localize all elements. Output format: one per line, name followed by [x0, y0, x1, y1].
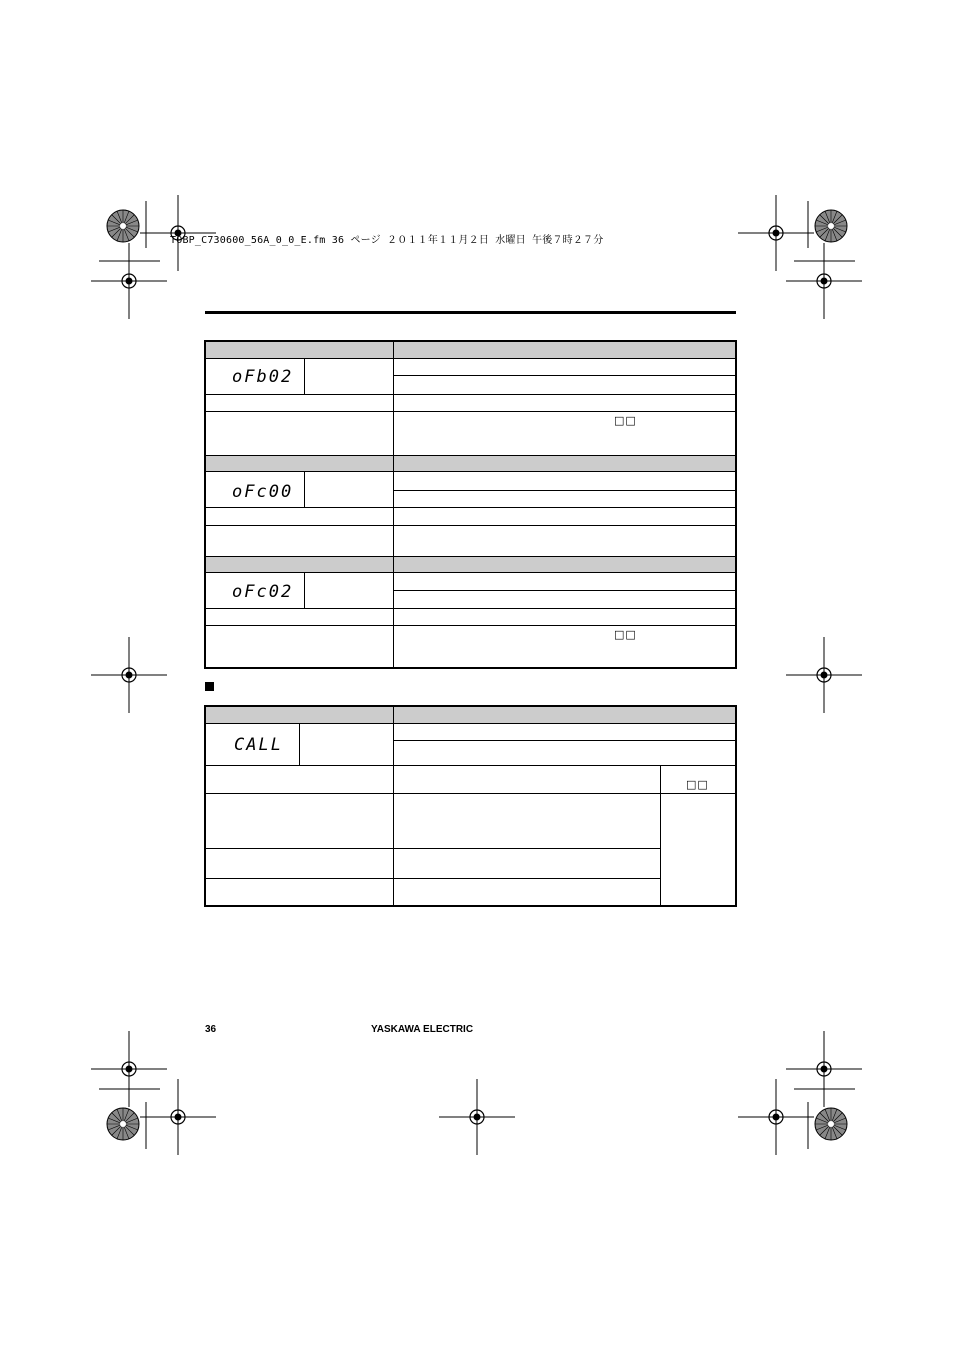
footer-company: YASKAWA ELECTRIC: [371, 1024, 474, 1035]
registration-mark-icon: [738, 195, 814, 271]
fault-code-display: oFb02: [232, 367, 294, 387]
header-rule: [205, 311, 736, 314]
table-header-row: [206, 556, 735, 573]
color-wheel-icon: [107, 1108, 139, 1140]
registration-mark-icon: [786, 637, 862, 713]
registration-mark-icon: [738, 1079, 814, 1155]
registration-mark-icon: [439, 1079, 515, 1155]
registration-mark-icon: [91, 637, 167, 713]
placeholder-box: □□: [686, 778, 709, 791]
registration-mark-icon: [140, 195, 216, 271]
registration-mark-icon: [140, 1079, 216, 1155]
alarm-code-display: CALL: [234, 735, 283, 755]
registration-mark-icon: [91, 1031, 167, 1107]
table-row: [206, 508, 735, 526]
table-row: [206, 609, 735, 626]
table-row: [206, 766, 735, 794]
fault-code-display: oFc00: [232, 482, 294, 502]
registration-mark-icon: [786, 243, 862, 319]
table-row: [206, 395, 735, 412]
color-wheel-icon: [815, 1108, 847, 1140]
fault-table: [204, 340, 737, 669]
placeholder-box: □□: [614, 414, 637, 427]
registration-mark-icon: [786, 1031, 862, 1107]
section-bullet-icon: [205, 682, 214, 691]
table-header-row: [206, 455, 735, 472]
page-number: 36: [205, 1024, 217, 1035]
color-wheel-icon: [815, 210, 847, 242]
alarm-table: [204, 705, 737, 907]
fault-code-display: oFc02: [232, 582, 294, 602]
registration-mark-icon: [91, 243, 167, 319]
color-wheel-icon: [107, 210, 139, 242]
print-header: TOBP_C730600_56A_0_0_E.fm 36 ページ ２０１１年１１月２日 水曜日 午後７時２７分: [170, 235, 604, 246]
placeholder-box: □□: [614, 628, 637, 641]
table-header-row: [206, 707, 735, 724]
table-header-row: [206, 342, 735, 359]
